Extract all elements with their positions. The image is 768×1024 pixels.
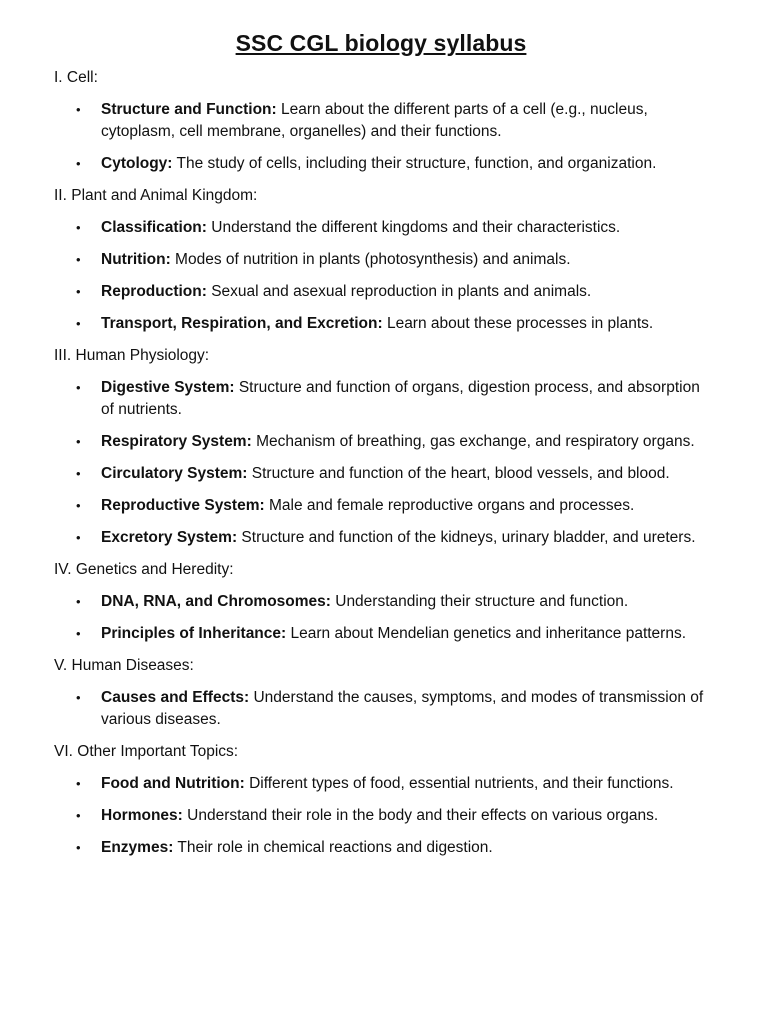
topic-term: Respiratory System:	[101, 433, 252, 450]
topic-description: Learn about these processes in plants.	[382, 315, 654, 332]
topic-list	[54, 377, 708, 549]
topic-term: Structure and Function:	[101, 101, 277, 118]
topic-description: Learn about Mendelian genetics and inheritance patterns.	[286, 625, 687, 642]
bullet-icon: •	[76, 498, 81, 513]
section-heading: II. Plant and Animal Kingdom:	[54, 187, 258, 204]
topic-description: Mechanism of breathing, gas exchange, and respiratory organs.	[251, 433, 695, 450]
topic-list	[54, 99, 708, 175]
list-item	[54, 249, 708, 271]
topic-list	[54, 217, 708, 335]
topic-term: Nutrition:	[101, 251, 171, 268]
bullet-icon: •	[76, 252, 81, 267]
section-heading: IV. Genetics and Heredity:	[54, 561, 234, 578]
section-genetics-heredity	[54, 559, 708, 645]
topic-description: Structure and function of the kidneys, urinary bladder, and ureters.	[237, 529, 696, 546]
bullet-icon: •	[76, 594, 81, 609]
bullet-icon: •	[76, 626, 81, 641]
topic-description: Learn about the different parts of a cell (e.g., nucleus, cytoplasm, cell membrane, organelles) and their functions.	[101, 101, 648, 140]
list-item	[54, 773, 708, 795]
topic-term: Causes and Effects:	[101, 689, 250, 706]
topic-list	[54, 773, 708, 859]
list-item	[54, 623, 708, 645]
topic-description: Male and female reproductive organs and processes.	[264, 497, 635, 514]
bullet-icon: •	[76, 102, 81, 117]
topic-term: Reproduction:	[101, 283, 207, 300]
topic-term: DNA, RNA, and Chromosomes:	[101, 593, 331, 610]
bullet-icon: •	[76, 466, 81, 481]
bullet-icon: •	[76, 284, 81, 299]
topic-term: Hormones:	[101, 807, 183, 824]
topic-term: Classification:	[101, 219, 207, 236]
topic-list	[54, 687, 708, 731]
topic-description: Understand the different kingdoms and their characteristics.	[206, 219, 621, 236]
topic-term: Digestive System:	[101, 379, 235, 396]
bullet-icon: •	[76, 808, 81, 823]
section-heading: III. Human Physiology:	[54, 347, 210, 364]
section-cell	[54, 67, 708, 175]
topic-description: Understanding their structure and function.	[330, 593, 629, 610]
topic-term: Enzymes:	[101, 839, 174, 856]
list-item	[54, 837, 708, 859]
topic-term: Food and Nutrition:	[101, 775, 245, 792]
topic-description: Different types of food, essential nutrients, and their functions.	[244, 775, 674, 792]
bullet-icon: •	[76, 776, 81, 791]
document-title: SSC CGL biology syllabus	[235, 30, 527, 56]
topic-description: Understand the causes, symptoms, and modes of transmission of various diseases.	[101, 689, 704, 728]
list-item	[54, 377, 708, 421]
list-item	[54, 687, 708, 731]
topic-description: Their role in chemical reactions and digestion.	[173, 839, 493, 856]
section-heading: V. Human Diseases:	[54, 657, 194, 674]
list-item	[54, 313, 708, 335]
topic-term: Reproductive System:	[101, 497, 265, 514]
topic-term: Cytology:	[101, 155, 173, 172]
topic-description: Sexual and asexual reproduction in plants and animals.	[206, 283, 592, 300]
list-item	[54, 431, 708, 453]
topic-term: Excretory System:	[101, 529, 238, 546]
topic-description: Understand their role in the body and their effects on various organs.	[182, 807, 659, 824]
topic-description: Structure and function of organs, digestion process, and absorption of nutrients.	[101, 379, 700, 418]
section-human-physiology	[54, 345, 708, 549]
list-item	[54, 495, 708, 517]
bullet-icon: •	[76, 530, 81, 545]
list-item	[54, 527, 708, 549]
list-item	[54, 591, 708, 613]
list-item	[54, 805, 708, 827]
section-heading: I. Cell:	[54, 69, 98, 86]
bullet-icon: •	[76, 380, 81, 395]
bullet-icon: •	[76, 316, 81, 331]
bullet-icon: •	[76, 840, 81, 855]
topic-list	[54, 591, 708, 645]
topic-description: Modes of nutrition in plants (photosynthesis) and animals.	[170, 251, 571, 268]
section-human-diseases	[54, 655, 708, 731]
list-item	[54, 153, 708, 175]
bullet-icon: •	[76, 220, 81, 235]
topic-term: Principles of Inheritance:	[101, 625, 287, 642]
list-item	[54, 463, 708, 485]
section-other-topics	[54, 741, 708, 859]
bullet-icon: •	[76, 156, 81, 171]
section-plant-animal-kingdom	[54, 185, 708, 335]
list-item	[54, 217, 708, 239]
bullet-icon: •	[76, 434, 81, 449]
topic-description: The study of cells, including their structure, function, and organization.	[172, 155, 657, 172]
list-item	[54, 99, 708, 143]
section-heading: VI. Other Important Topics:	[54, 743, 239, 760]
topic-term: Transport, Respiration, and Excretion:	[101, 315, 383, 332]
topic-description: Structure and function of the heart, blood vessels, and blood.	[247, 465, 670, 482]
bullet-icon: •	[76, 690, 81, 705]
topic-term: Circulatory System:	[101, 465, 248, 482]
list-item	[54, 281, 708, 303]
